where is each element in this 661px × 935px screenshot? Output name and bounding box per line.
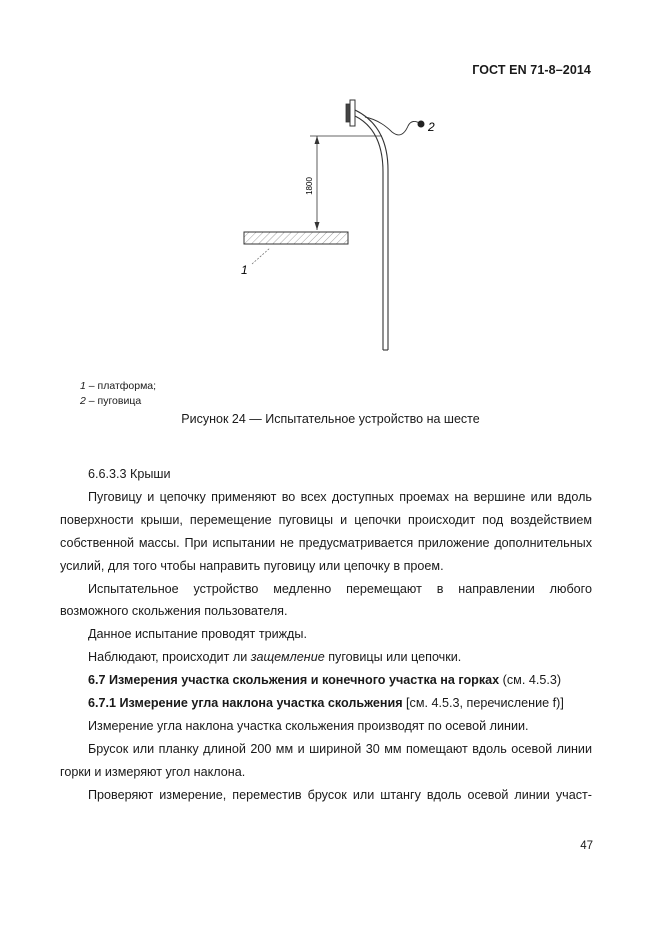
paragraph: Пуговицу и цепочку применяют во всех доступных проемах на вершине или вдоль поверхности крыши, перемещение пуговицы и цепочки происходит под воздействием собственной массы. При испытании не предусматривается приложение дополнительных усилий, для того чтобы направить пуговицу или цепочку в проем. bbox=[60, 489, 592, 573]
paragraph: Брусок или планку длиной 200 мм и шириной 30 мм помещают вдоль осевой линии горки и измеряют угол наклона. bbox=[60, 741, 592, 779]
page-number: 47 bbox=[580, 840, 593, 852]
section-heading: 6.6.3.3 Крыши bbox=[88, 467, 171, 481]
dimension-line bbox=[310, 136, 382, 230]
platform bbox=[244, 232, 348, 244]
subsection-heading: 6.7 Измерения участка скольжения и конечного участка на горках (см. 4.5.3) bbox=[88, 673, 562, 688]
leader-1 bbox=[252, 248, 270, 264]
paragraph: Проверяют измерение, переместив брусок или штангу вдоль осевой линии участ- bbox=[88, 787, 592, 802]
test-device-figure bbox=[0, 0, 661, 360]
pole-rod bbox=[355, 110, 388, 350]
body-text bbox=[60, 463, 592, 807]
running-header: ГОСТ EN 71-8–2014 bbox=[472, 63, 591, 77]
pole-mount-plate bbox=[346, 100, 355, 126]
figure-legend bbox=[80, 379, 156, 409]
dimension-label: 1800 bbox=[305, 177, 314, 195]
paragraph: Наблюдают, происходит ли защемление пуговицы или цепочки. bbox=[88, 650, 462, 665]
legend-item: 1 – платформа; bbox=[80, 380, 157, 392]
paragraph: Испытательное устройство медленно перемещают в направлении любого возможного скольжения пользователя. bbox=[60, 581, 592, 619]
button-weight bbox=[418, 121, 425, 128]
legend-item: 2 – пуговица bbox=[80, 395, 142, 407]
callout-2: 2 bbox=[428, 120, 435, 134]
subsection-heading: 6.7.1 Измерение угла наклона участка скольжения [см. 4.5.3, перечисление f)] bbox=[88, 696, 564, 711]
paragraph: Измерение угла наклона участка скольжения производят по осевой линии. bbox=[88, 718, 529, 733]
figure-caption: Рисунок 24 — Испытательное устройство на шесте bbox=[181, 412, 480, 426]
paragraph: Данное испытание проводят трижды. bbox=[88, 627, 307, 642]
callout-1: 1 bbox=[241, 263, 248, 277]
